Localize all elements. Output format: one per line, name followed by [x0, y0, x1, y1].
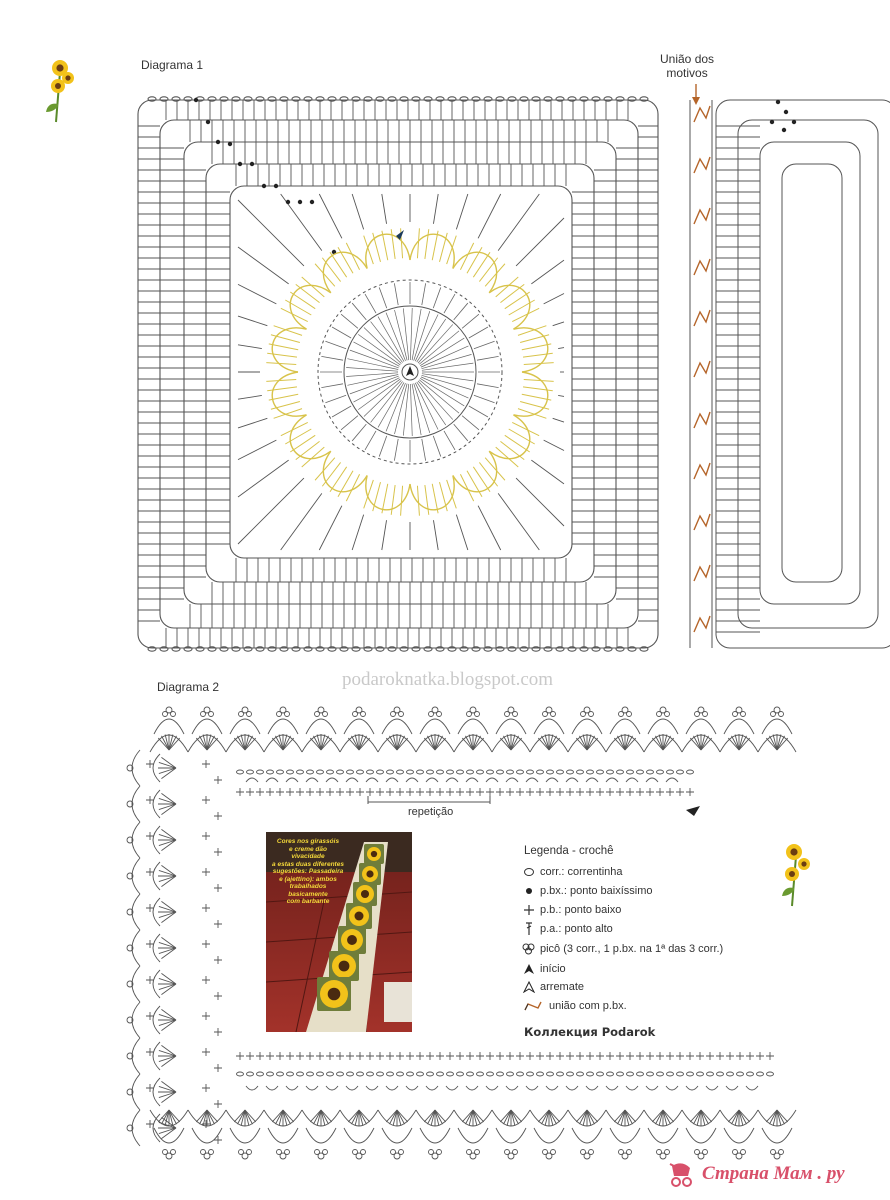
repeat-label: repetição	[408, 806, 454, 818]
legend	[522, 845, 762, 1045]
photo-caption-line: com barbante	[286, 898, 330, 905]
next-motif-partial	[716, 100, 890, 648]
start-arrow-icon	[686, 806, 700, 816]
join-label-line-1: União dos	[660, 52, 715, 66]
join-slip-stitch-icon	[522, 999, 544, 1012]
photo-caption-line: trabalhados basicamente	[288, 883, 328, 898]
legend-item	[522, 962, 566, 975]
legend-item	[522, 865, 623, 878]
legend-item	[522, 980, 584, 993]
legend-item-label: união com p.bx.	[549, 999, 627, 1012]
legend-title: Legenda - crochê	[524, 845, 614, 857]
slip-stitch-dot-icon	[522, 884, 535, 897]
chain-oval-icon	[522, 865, 535, 878]
start-arrow-icon	[522, 962, 535, 975]
logo-stroller-icon	[668, 1160, 698, 1188]
legend-item	[522, 903, 621, 916]
legend-item-label: arremate	[540, 980, 585, 993]
join-column	[690, 100, 712, 648]
watermark: podaroknatka.blogspot.com	[342, 669, 554, 690]
join-label-line-2: motivos	[666, 66, 708, 80]
photo-caption-line: e (ajettino): ambos	[279, 875, 337, 883]
legend-item-label: p.b.: ponto baixo	[540, 903, 622, 916]
single-crochet-plus-icon	[522, 903, 535, 916]
square-rounds	[138, 97, 658, 651]
legend-item	[522, 942, 723, 955]
legend-item	[522, 999, 627, 1012]
diagram-2-title: Diagrama 2	[157, 680, 220, 694]
photo-caption-line: e creme dão vivacidade	[289, 845, 327, 860]
legend-item-label: picô (3 corr., 1 p.bx. na 1ª das 3 corr.)	[540, 942, 724, 955]
legend-item	[522, 922, 613, 935]
fasten-off-icon	[522, 980, 535, 993]
photo-caption	[272, 838, 344, 906]
site-logo-text: Страна Мам . ру	[702, 1163, 845, 1184]
photo-caption-line: Cores nos girassóis	[276, 838, 340, 845]
diagram-1-title: Diagrama 1	[141, 58, 204, 72]
sunflower-motif	[266, 228, 553, 515]
legend-item-label: p.a.: ponto alto	[540, 922, 613, 935]
double-crochet-icon	[522, 922, 535, 935]
site-logo	[668, 1160, 845, 1188]
picot-icon	[522, 942, 535, 955]
photo-caption-line: sugestões: Passadeira	[272, 868, 344, 875]
repeat-bracket	[368, 796, 490, 804]
legend-item-label: corr.: correntinha	[540, 865, 623, 878]
legend-item	[522, 884, 653, 897]
project-photo	[266, 832, 412, 1032]
photo-caption-line: a estas duas diferentes	[272, 860, 344, 868]
legend-item-label: p.bx.: ponto baixíssimo	[540, 884, 653, 897]
collection-label: Коллекция Podarok	[524, 1025, 656, 1039]
legend-item-label: início	[540, 962, 566, 975]
